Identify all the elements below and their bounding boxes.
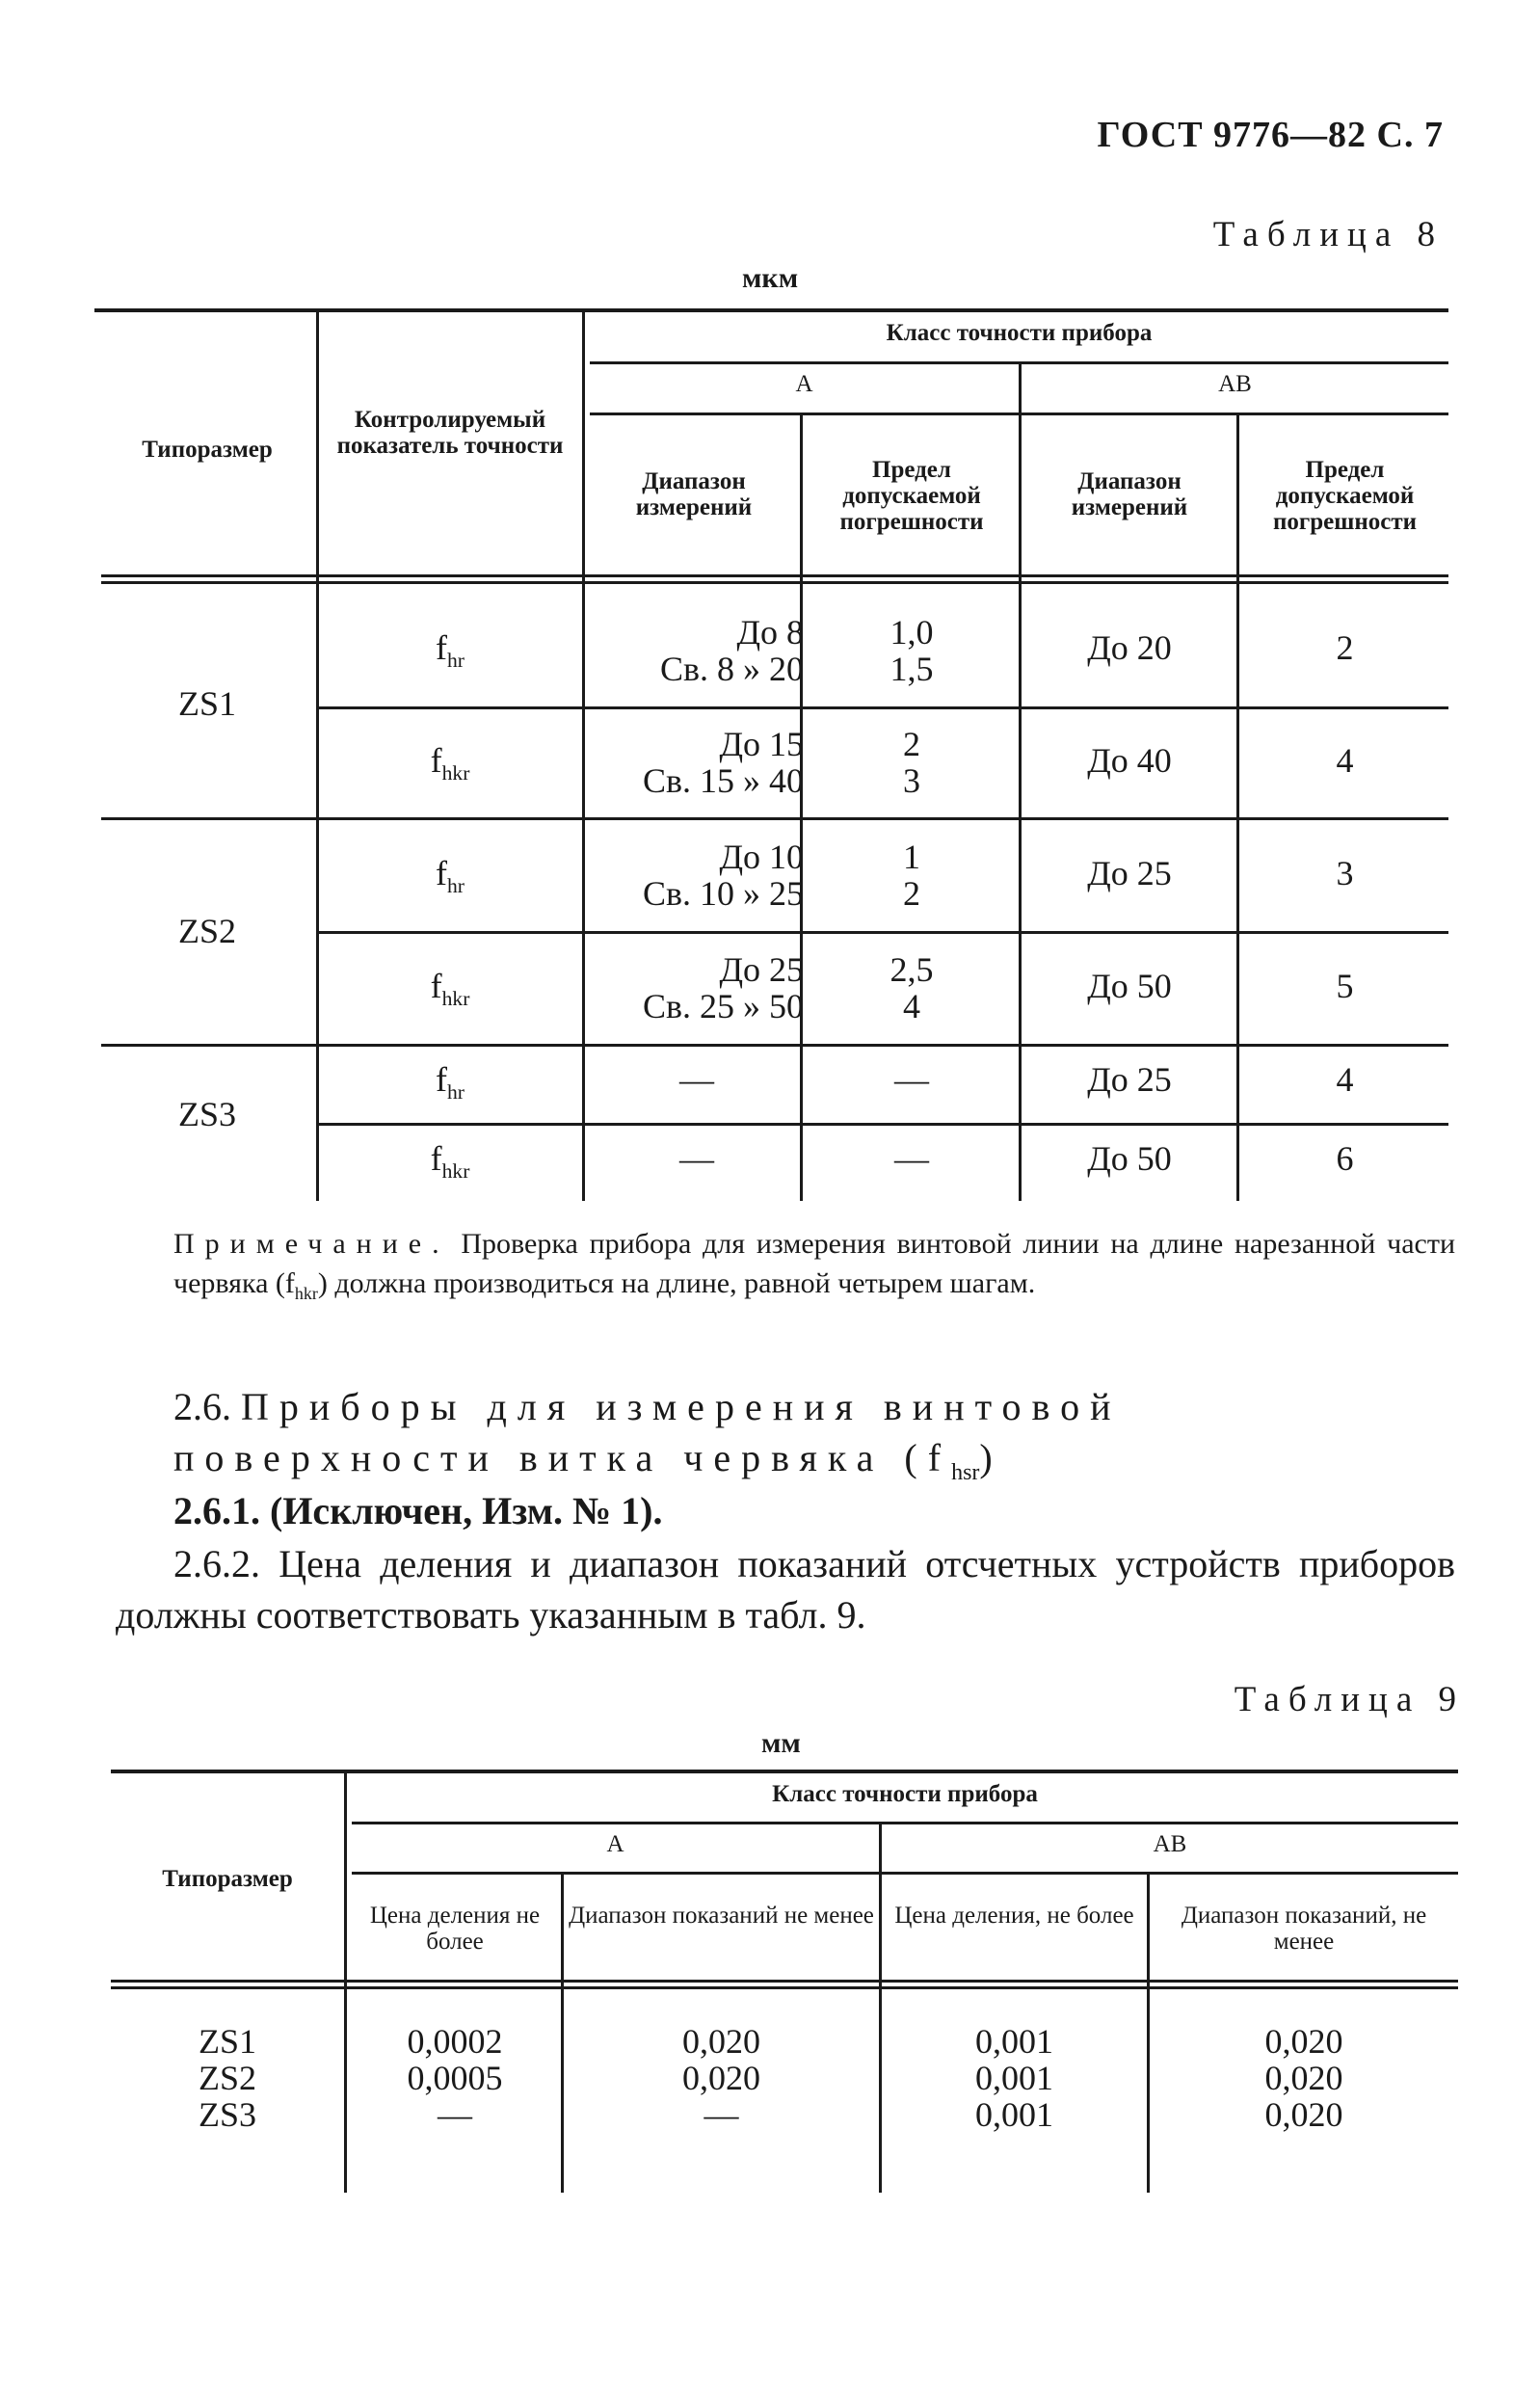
- table9-col-typesize: Типоразмер: [162, 1866, 293, 1892]
- table8-ab-limit-cell: 4: [1336, 741, 1354, 780]
- table8-row-rule: [101, 817, 1448, 820]
- table8-row-rule: [318, 706, 1448, 709]
- table8-ab-limit-cell: 5: [1336, 967, 1354, 1005]
- section-2-6-1: 2.6.1. (Исключен, Изм. № 1).: [173, 1489, 663, 1532]
- table8-a-limit-cell: 1 2: [903, 838, 920, 913]
- table8-ab-limit-cell: 2: [1336, 628, 1354, 667]
- table8-header-rule-2: [101, 581, 1448, 584]
- table8-a-range-cell: До 25 Св. 25 » 50: [642, 950, 804, 1025]
- page-header: ГОСТ 9776—82 С. 7: [1097, 115, 1444, 155]
- table9-ab-range-header: Диапазон показаний, не менее: [1181, 1903, 1427, 1955]
- table8-ab-limit-cell: 3: [1336, 854, 1354, 892]
- table8-caption: Таблица 8: [1212, 215, 1444, 254]
- table8-ab-range-cell: До 50: [1087, 1139, 1172, 1178]
- table9-header-rule: [111, 1980, 1458, 1983]
- section-2-6-heading: 2.6. Приборы для измерения винтовой поверхности витка червяка $(f_{hsr})$: [173, 1385, 1122, 1485]
- table8-a-range-cell: До 8 Св. 8 » 20: [659, 613, 804, 688]
- table8-class-ab: АВ: [1218, 371, 1252, 397]
- table8-a-range-header: Диапазон измерений: [635, 468, 753, 520]
- table8-col-rule: [582, 312, 585, 1201]
- table9-sub-rule: [352, 1872, 1458, 1875]
- table8-type-cell: ZS3: [177, 1095, 236, 1133]
- table9-ab-div-header: Цена деления, не более: [894, 1903, 1134, 1929]
- table8-a-range-cell: До 10 Св. 10 » 25: [642, 838, 804, 913]
- table8-ab-range-cell: До 40: [1087, 741, 1172, 780]
- table9-class-ab: АВ: [1153, 1831, 1187, 1857]
- table8-note: Примечание. Проверка прибора для измерения винтовой линии на длине нарезанной части червяка $(f_{hkr})$ должна производиться на длине, равной четырем шагам.: [173, 1228, 1455, 1304]
- table8-indicator-cell: $f_{hkr}$: [430, 741, 470, 785]
- table8-col-indicator: Контролируемый показатель точности: [336, 407, 564, 459]
- table8-a-limit-cell: —: [894, 1139, 929, 1178]
- table8-header-rule: [101, 574, 1448, 577]
- table9-a-div-header: Цена деления не более: [369, 1903, 541, 1955]
- table8-class-a: А: [795, 371, 813, 397]
- table8-indicator-cell: $f_{hr}$: [436, 628, 465, 673]
- table8-ab-range-cell: До 25: [1087, 854, 1172, 892]
- table8-col-class: Класс точности прибора: [886, 320, 1153, 346]
- table9-a-range-col: 0,020 0,020 —: [682, 2022, 760, 2134]
- table8-ab-range-cell: До 25: [1087, 1060, 1172, 1099]
- table9-top-rule: [111, 1770, 1458, 1773]
- table8-indicator-cell: $f_{hr}$: [436, 854, 465, 898]
- table9-col-class: Класс точности прибора: [772, 1781, 1038, 1807]
- table9-unit: мм: [761, 1727, 801, 1759]
- table8-unit: мкм: [742, 262, 799, 294]
- table8-col-typesize: Типоразмер: [142, 437, 273, 463]
- table8-ab-range-header: Диапазон измерений: [1071, 468, 1188, 520]
- table8-type-cell: ZS1: [177, 684, 236, 723]
- table8-type-cell: ZS2: [177, 912, 236, 950]
- table9-ab-div-col: 0,001 0,001 0,001: [975, 2022, 1053, 2134]
- table9-ab-range-col: 0,020 0,020 0,020: [1264, 2022, 1343, 2134]
- table9-caption: Таблица 9: [1234, 1680, 1465, 1719]
- table8-a-limit-cell: 1,0 1,5: [889, 613, 934, 688]
- table8-a-limit-cell: —: [894, 1060, 929, 1099]
- table8-a-limit-cell: 2,5 4: [889, 950, 934, 1025]
- table8-col-rule: [1236, 413, 1239, 1201]
- table8-row-rule: [318, 931, 1448, 934]
- table8-a-range-cell: До 15 Св. 15 » 40: [642, 725, 804, 800]
- table8-ab-limit-header: Предел допускаемой погрешности: [1272, 457, 1418, 535]
- table9-class-a: А: [606, 1831, 624, 1857]
- table8-a-limit-cell: 2 3: [903, 725, 920, 800]
- table9-col-rule: [344, 1773, 347, 2193]
- table8-top-rule: [94, 308, 1448, 312]
- table8-ab-limit-cell: 4: [1336, 1060, 1354, 1099]
- table8-col-rule: [316, 312, 319, 1201]
- table8-a-range-cell: —: [679, 1139, 714, 1178]
- table8-a-range-cell: —: [679, 1060, 714, 1099]
- table8-indicator-cell: $f_{hkr}$: [430, 967, 470, 1011]
- table8-ab-range-cell: До 50: [1087, 967, 1172, 1005]
- table8-ab-limit-cell: 6: [1336, 1139, 1354, 1178]
- table8-ab-range-cell: До 20: [1087, 628, 1172, 667]
- table9-class-rule: [352, 1822, 1458, 1824]
- table8-row-rule: [318, 1123, 1448, 1126]
- table9-a-div-col: 0,0002 0,0005 —: [407, 2022, 503, 2134]
- table9-header-rule-2: [111, 1986, 1458, 1989]
- table8-a-limit-header: Предел допускаемой погрешности: [839, 457, 984, 535]
- table9-col-rule: [879, 1822, 882, 2193]
- table8-col-rule: [1019, 361, 1022, 1201]
- table9-a-range-header: Диапазон показаний не менее: [569, 1903, 874, 1929]
- section-2-6-2: 2.6.2. Цена деления и диапазон показаний отсчетных устройств приборов должны соответствовать указанным в табл. 9.: [116, 1542, 1455, 1637]
- table8-row-rule: [101, 1044, 1448, 1047]
- table9-type-col: ZS1 ZS2 ZS3: [198, 2022, 256, 2134]
- table8-indicator-cell: $f_{hr}$: [436, 1060, 465, 1105]
- table8-indicator-cell: $f_{hkr}$: [430, 1139, 470, 1184]
